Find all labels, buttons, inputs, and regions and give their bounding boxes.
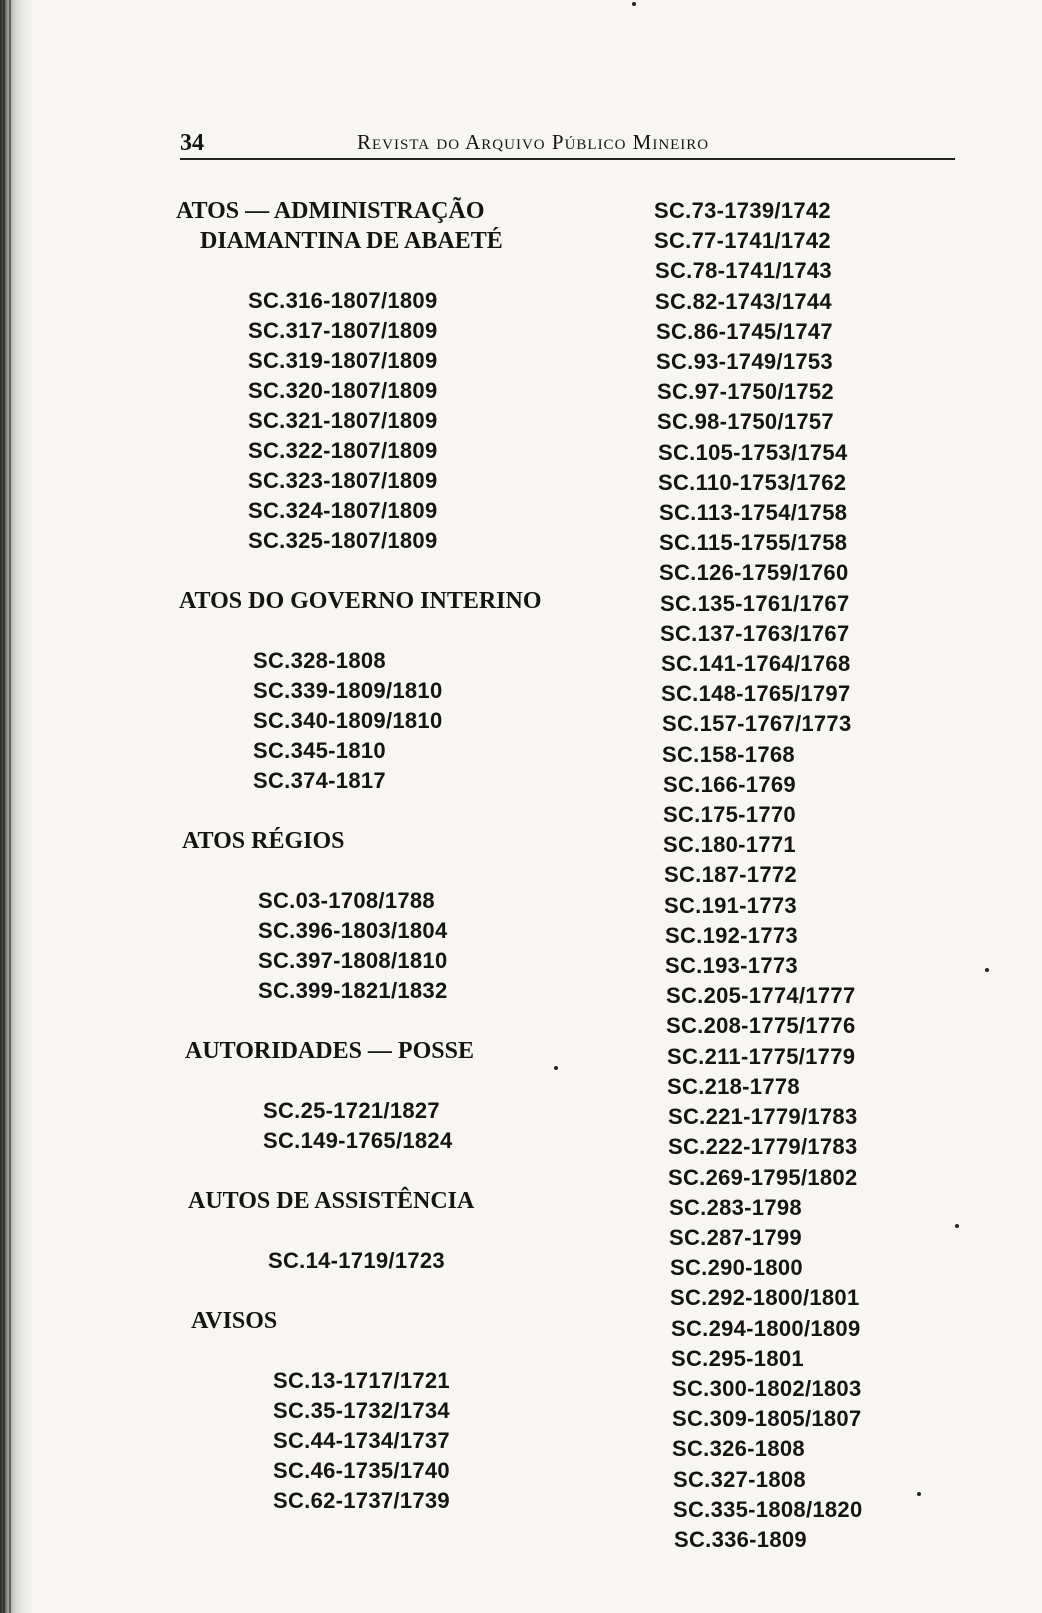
code-entry: SC.323-1807/1809	[248, 468, 438, 493]
code-entry: SC.105-1753/1754	[658, 439, 848, 465]
code-entry: SC.339-1809/1810	[253, 678, 443, 703]
section-heading: ATOS DO GOVERNO INTERINO	[179, 588, 542, 614]
code-entry: SC.03-1708/1788	[258, 888, 435, 913]
code-entry: SC.221-1779/1783	[668, 1104, 858, 1130]
code-entry: SC.25-1721/1827	[263, 1098, 440, 1123]
code-entry: SC.191-1773	[664, 892, 797, 918]
code-entry: SC.340-1809/1810	[253, 708, 443, 733]
code-list	[188, 1246, 616, 1276]
code-entry: SC.222-1779/1783	[668, 1134, 858, 1160]
code-entry: SC.317-1807/1809	[248, 318, 438, 343]
code-entry: SC.324-1807/1809	[248, 498, 438, 523]
code-entry: SC.62-1737/1739	[273, 1488, 450, 1513]
code-entry: SC.93-1749/1753	[656, 349, 833, 375]
code-entry: SC.148-1765/1797	[661, 681, 851, 707]
code-entry: SC.113-1754/1758	[659, 500, 848, 526]
code-entry: SC.14-1719/1723	[268, 1248, 445, 1273]
code-entry: SC.211-1775/1779	[667, 1043, 856, 1069]
code-entry: SC.97-1750/1752	[657, 379, 834, 405]
code-list	[176, 286, 616, 556]
code-entry: SC.110-1753/1762	[658, 469, 847, 495]
code-entry: SC.86-1745/1747	[656, 318, 833, 344]
code-entry: SC.73-1739/1742	[654, 198, 831, 223]
code-entry: SC.325-1807/1809	[248, 528, 438, 553]
code-entry: SC.316-1807/1809	[248, 288, 438, 313]
section-heading: ATOS RÉGIOS	[182, 828, 345, 854]
code-entry: SC.327-1808	[673, 1466, 806, 1492]
index-section	[176, 1306, 616, 1516]
code-entry: SC.77-1741/1742	[654, 228, 831, 254]
code-entry: SC.345-1810	[253, 738, 386, 763]
left-column	[176, 196, 616, 1516]
section-heading: AUTORIDADES — POSSE	[185, 1038, 474, 1064]
code-entry: SC.166-1769	[663, 771, 796, 797]
code-entry: SC.115-1755/1758	[659, 530, 848, 556]
code-entry: SC.294-1800/1809	[671, 1315, 861, 1341]
index-section	[176, 196, 616, 556]
binding-line	[3, 0, 5, 1613]
code-list	[179, 646, 616, 796]
section-heading: AUTOS DE ASSISTÊNCIA	[188, 1188, 475, 1214]
code-entry: SC.396-1803/1804	[258, 918, 448, 943]
code-entry: SC.335-1808/1820	[673, 1496, 863, 1522]
code-entry: SC.374-1817	[253, 768, 386, 793]
index-section	[176, 586, 616, 796]
code-entry: SC.300-1802/1803	[672, 1375, 862, 1401]
code-entry: SC.290-1800	[670, 1255, 803, 1281]
code-entry: SC.321-1807/1809	[248, 408, 438, 433]
code-entry: SC.158-1768	[662, 741, 795, 767]
code-entry: SC.141-1764/1768	[661, 651, 851, 677]
code-entry: SC.126-1759/1760	[659, 560, 849, 586]
code-entry: SC.98-1750/1757	[657, 409, 834, 435]
code-list	[182, 886, 616, 1006]
code-entry: SC.82-1743/1744	[655, 288, 832, 314]
code-list	[191, 1366, 616, 1516]
header-rule	[180, 158, 955, 160]
running-title: Revista do Arquivo Público Mineiro	[357, 130, 710, 154]
page-header	[180, 128, 955, 160]
code-entry: SC.218-1778	[667, 1073, 800, 1099]
index-section	[176, 1186, 616, 1276]
code-entry: SC.283-1798	[669, 1194, 802, 1220]
code-entry: SC.319-1807/1809	[248, 348, 438, 373]
code-entry: SC.149-1765/1824	[263, 1128, 453, 1153]
page-number: 34	[180, 130, 204, 156]
code-entry: SC.13-1717/1721	[273, 1368, 450, 1393]
code-entry: SC.322-1807/1809	[248, 438, 438, 463]
code-entry: SC.157-1767/1773	[662, 711, 852, 737]
code-entry: SC.135-1761/1767	[660, 590, 850, 616]
code-entry: SC.309-1805/1807	[672, 1406, 862, 1432]
code-entry: SC.287-1799	[669, 1224, 802, 1250]
code-entry: SC.192-1773	[665, 922, 798, 948]
ink-speck	[632, 2, 636, 6]
code-entry: SC.35-1732/1734	[273, 1398, 450, 1423]
ink-speck	[955, 1224, 959, 1228]
code-entry: SC.193-1773	[665, 953, 798, 979]
right-column	[654, 196, 944, 1555]
code-entry: SC.269-1795/1802	[668, 1164, 858, 1190]
code-entry: SC.399-1821/1832	[258, 978, 448, 1003]
index-section	[176, 1036, 616, 1156]
code-entry: SC.336-1809	[674, 1526, 807, 1552]
page-binding-shadow	[0, 0, 34, 1613]
code-entry: SC.187-1772	[664, 862, 797, 888]
code-entry: SC.175-1770	[663, 802, 796, 828]
code-entry: SC.208-1775/1776	[666, 1013, 856, 1039]
code-entry: SC.78-1741/1743	[655, 258, 832, 284]
section-heading: DIAMANTINA DE ABAETÉ	[200, 228, 503, 254]
code-entry: SC.397-1808/1810	[258, 948, 448, 973]
ink-speck	[985, 968, 989, 972]
code-entry: SC.180-1771	[663, 832, 796, 858]
code-entry: SC.320-1807/1809	[248, 378, 438, 403]
section-heading: AVISOS	[191, 1308, 278, 1334]
code-entry: SC.292-1800/1801	[670, 1285, 860, 1311]
code-entry: SC.137-1763/1767	[660, 620, 850, 646]
code-entry: SC.295-1801	[671, 1345, 804, 1371]
code-entry: SC.328-1808	[253, 648, 386, 673]
code-entry: SC.326-1808	[672, 1436, 805, 1462]
code-list	[185, 1096, 616, 1156]
section-heading: ATOS — ADMINISTRAÇÃO	[176, 198, 485, 224]
index-section	[176, 826, 616, 1006]
code-entry: SC.205-1774/1777	[666, 983, 856, 1009]
binding-line	[9, 0, 11, 1613]
code-entry: SC.46-1735/1740	[273, 1458, 450, 1483]
code-entry: SC.44-1734/1737	[273, 1428, 450, 1453]
